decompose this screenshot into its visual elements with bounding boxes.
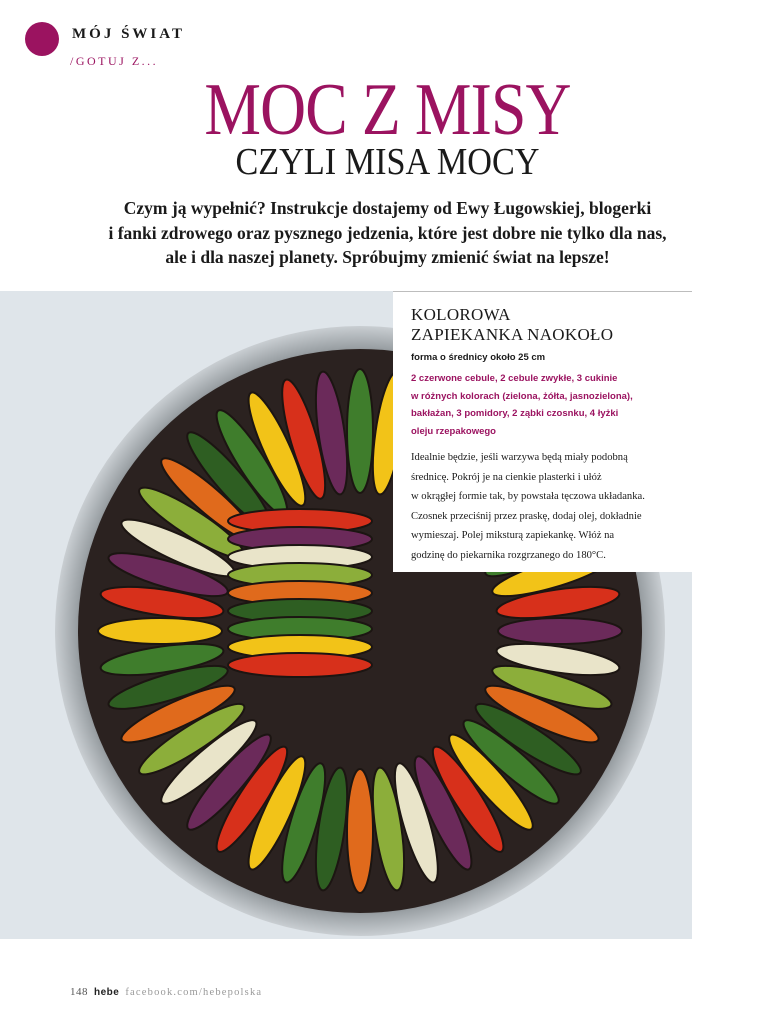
lead-line: Czym ją wypełnić? Instrukcje dostajemy od Ewy Ługowskiej, blogerki [123,198,652,218]
page-footer [70,986,262,998]
instruction-line: w okrągłej formie tak, by powstała tęczowa układanka. [411,491,645,502]
section-dot-icon [25,22,59,56]
page-number: 148 [70,986,88,998]
vegetable-slice [347,369,373,493]
lead-line: i fanki zdrowego oraz pysznego jedzenia, które jest dobre nie tylko dla nas, [108,222,667,243]
ingredient-line: w różnych kolorach (zielona, żółta, jasnozielona), [411,390,633,402]
recipe-form-size: forma o średnicy około 25 cm [411,352,546,363]
recipe-title-line: ZAPIEKANKA NAOKOŁO [411,325,614,344]
recipe-ingredients [411,370,689,440]
vegetable-slice [498,618,622,644]
brand-logo: hebe [94,987,120,998]
vegetable-center [228,509,372,677]
footer-link[interactable]: facebook.com/hebepolska [125,987,263,998]
ingredient-line: bakłażan, 3 pomidory, 2 ząbki czosnku, 4 łyżki [411,408,619,419]
recipe-title [411,305,613,345]
instruction-line: Czosnek przeciśnij przez praskę, dodaj olej, dokładnie [411,510,642,522]
article-lead [60,196,715,270]
article-subtitle: CZYLI MISA MOCY [235,141,540,183]
instruction-line: Idealnie będzie, jeśli warzywa będą miały podobną [411,452,628,463]
recipe-divider [393,291,692,292]
subsection-label: /GOTUJ Z... [70,54,159,68]
instruction-line: godzinę do piekarnika rozgrzanego do 180°C. [411,549,606,561]
instruction-line: wymieszaj. Polej miksturą zapiekankę. Włóż na [411,530,615,541]
recipe-box [393,291,692,572]
ingredient-line: oleju rzepakowego [411,425,496,437]
vegetable-slice [98,618,222,644]
ingredient-line: 2 czerwone cebule, 2 cebule zwykłe, 3 cukinie [411,373,618,384]
recipe-title-line: KOLOROWA [411,305,511,324]
article-title: MOC Z MISY [204,69,571,151]
vegetable-slice [347,769,373,893]
lead-line: ale i dla naszej planety. Spróbujmy zmienić świat na lepsze! [165,247,610,267]
instruction-line: średnicę. Pokrój je na cienkie plasterki i ułóż [411,471,602,483]
center-slice [228,653,372,677]
recipe-instructions [411,448,689,565]
section-label: MÓJ ŚWIAT [72,26,185,42]
